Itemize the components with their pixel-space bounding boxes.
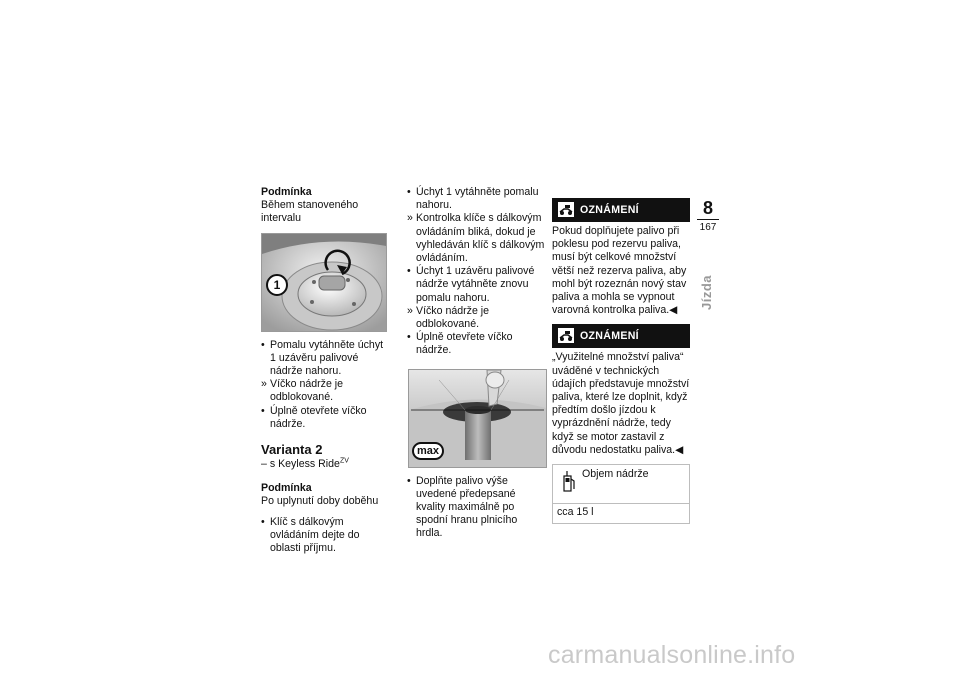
notice-bar-2 <box>552 324 690 348</box>
steps-list-1 <box>261 339 386 431</box>
notice-label-1: OZNÁMENÍ <box>580 204 639 216</box>
steps-list-4 <box>407 475 545 541</box>
spec-label: Objem nádrže <box>582 468 649 481</box>
column-1 <box>261 186 386 555</box>
section-title: Jízda <box>699 274 714 310</box>
spec-header <box>553 465 689 504</box>
notice-label-2: OZNÁMENÍ <box>580 330 639 343</box>
list-item: » Kontrolka klíče s dálkovým ovládáním bliká, dokud je vyhledáván klíč s dálkovým ovládáním. <box>407 212 545 265</box>
spec-value: cca 15 l <box>557 506 594 519</box>
spec-table <box>552 464 690 524</box>
watermark: carmanualsonline.info <box>548 641 796 669</box>
notice-text-1: Pokud doplňujete palivo při poklesu pod rezervu paliva, musí být celkové množství větší než rezerva paliva, aby mohl být rozeznán nový stav paliva a mohla se vypnout varovná kontrolka paliva.◀ <box>552 225 687 317</box>
variant-condition: – s Keyless Ride$^{ZV}$ <box>261 457 349 471</box>
list-item: » Víčko nádrže je odblokované. <box>261 378 344 404</box>
chapter-rule <box>697 219 719 220</box>
chapter-number: 8 <box>702 198 713 218</box>
condition-text: Během stanoveného intervalu <box>261 199 359 225</box>
chapter-marker <box>697 198 719 234</box>
callout-max: max <box>412 442 444 460</box>
column-2 <box>407 186 545 541</box>
list-item: • Klíč s dálkovým ovládáním dejte do oblasti příjmu. <box>261 515 360 555</box>
list-item: • Doplňte palivo výše uvedené předepsané kvality maximálně po spodní hranu plnicího hrdla. <box>407 474 518 540</box>
variant-title: Varianta 2 <box>261 442 323 458</box>
condition-heading-2: Podmínka <box>261 482 312 495</box>
fuel-pump-icon <box>563 471 575 493</box>
page-number: 167 <box>699 222 717 233</box>
list-item: • Úplně otevřete víčko nádrže. <box>407 331 513 357</box>
list-item: • Pomalu vytáhněte úchyt 1 uzávěru palivové nádrže nahoru. <box>261 338 384 378</box>
fuel-cap-photo <box>261 233 387 332</box>
steps-list-2 <box>261 516 386 556</box>
condition-heading: Podmínka <box>261 186 312 198</box>
list-item: • Úchyt 1 vytáhněte pomalu nahoru. <box>407 186 539 212</box>
notice-text-2: „Využitelné množství paliva“ uváděné v technických údajích představuje množství paliva, které lze doplnit, když předtím došlo jízdou k vyprázdnění nádrže, tedy když se motor zastavil z důvodu nedostatku paliva.◀ <box>552 351 690 456</box>
condition-text-2: Po uplynutí doby doběhu <box>261 495 379 508</box>
list-item: • Úchyt 1 uzávěru palivové nádrže vytáhněte znovu pomalu nahoru. <box>407 265 535 304</box>
callout-1: 1 <box>266 274 288 296</box>
filler-neck-photo <box>408 369 547 468</box>
column-3 <box>552 198 690 524</box>
motorcycle-note-icon <box>558 328 574 343</box>
notice-bar-1 <box>552 198 690 222</box>
list-item: • Úplně otevřete víčko nádrže. <box>261 404 367 430</box>
motorcycle-note-icon <box>558 202 574 217</box>
steps-list-3 <box>407 186 545 358</box>
list-item: » Víčko nádrže je odblokované. <box>407 304 490 331</box>
